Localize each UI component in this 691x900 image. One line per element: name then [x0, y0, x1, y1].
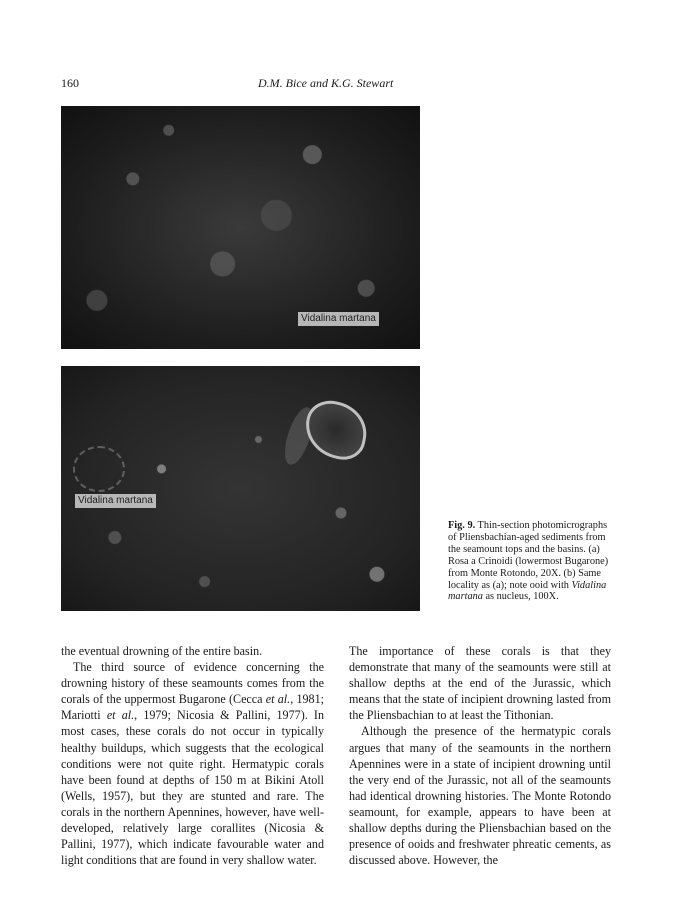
paragraph-text: , 1979; Nicosia & Pallini, 1977). In most cases, these corals do not occur in typically healthy buildups, which suggests that the ecological conditions were not quite right. Hermatypic corals have been found at depths of 150 m at Bikini Atoll (Wells, 1957), but they are stunted and rare. The corals in the northern Apennines, however, have well-developed, relatively large corallites (Nicosia & Pallini, 1977), which indicate favourable water and light conditions that are found in very shallow water.: [61, 708, 324, 868]
photomicrograph-a: [61, 106, 420, 349]
paragraph-text: , 1981; Mariotti: [61, 692, 324, 723]
caption-label: Fig. 9.: [448, 520, 476, 531]
paragraph-text: The third source of evidence concerning the drowning history of these seamounts comes from the corals of the uppermost Bugarone (Cecca: [61, 660, 324, 707]
paragraph: The importance of these corals is that they demonstrate that many of the seamounts were still at shallow depths at the end of the Jurassic, which means that the state of incipient drowning lasted from the Pliensbachian to at least the Tithonian.: [349, 644, 611, 723]
caption-text: Thin-section photomicrographs of Pliensbachian-aged sediments from the seamount tops and the basins. (a) Rosa a Crinoidi (lowermost Bugarone) from Monte Rotondo, 20X. (b) Same locality as (a); note ooid with: [448, 520, 609, 591]
page-number: 160: [61, 76, 79, 90]
ooid-shape: [73, 446, 125, 492]
citation-italic: et al.: [265, 692, 291, 707]
figure-caption: [448, 520, 616, 603]
image-a-label: Vidalina martana: [298, 312, 379, 326]
ooid-shape: [300, 396, 372, 464]
citation-italic: et al.: [106, 708, 135, 723]
caption-italic: Vidalina martana: [448, 579, 607, 603]
image-b-label: Vidalina martana: [75, 494, 156, 508]
photomicrograph-b: [61, 366, 420, 611]
caption-end: as nucleus, 100X.: [482, 591, 559, 603]
paragraph: the eventual drowning of the entire basin.: [61, 644, 263, 658]
running-head: D.M. Bice and K.G. Stewart: [258, 76, 394, 90]
paragraph: [61, 659, 324, 868]
paragraph: Although the presence of the hermatypic corals argues that many of the seamounts in the northern Apennines were in a state of incipient drowning until the very end of the Jurassic, not all of the seamounts had identical drowning histories. The Monte Rotondo seamount, for example, appears to have been at shallow depths during the Pliensbachian based on the presence of ooids and freshwater phreatic cements, as discussed above. However, the: [349, 724, 611, 868]
left-column: [61, 643, 324, 868]
right-column: [349, 643, 611, 868]
